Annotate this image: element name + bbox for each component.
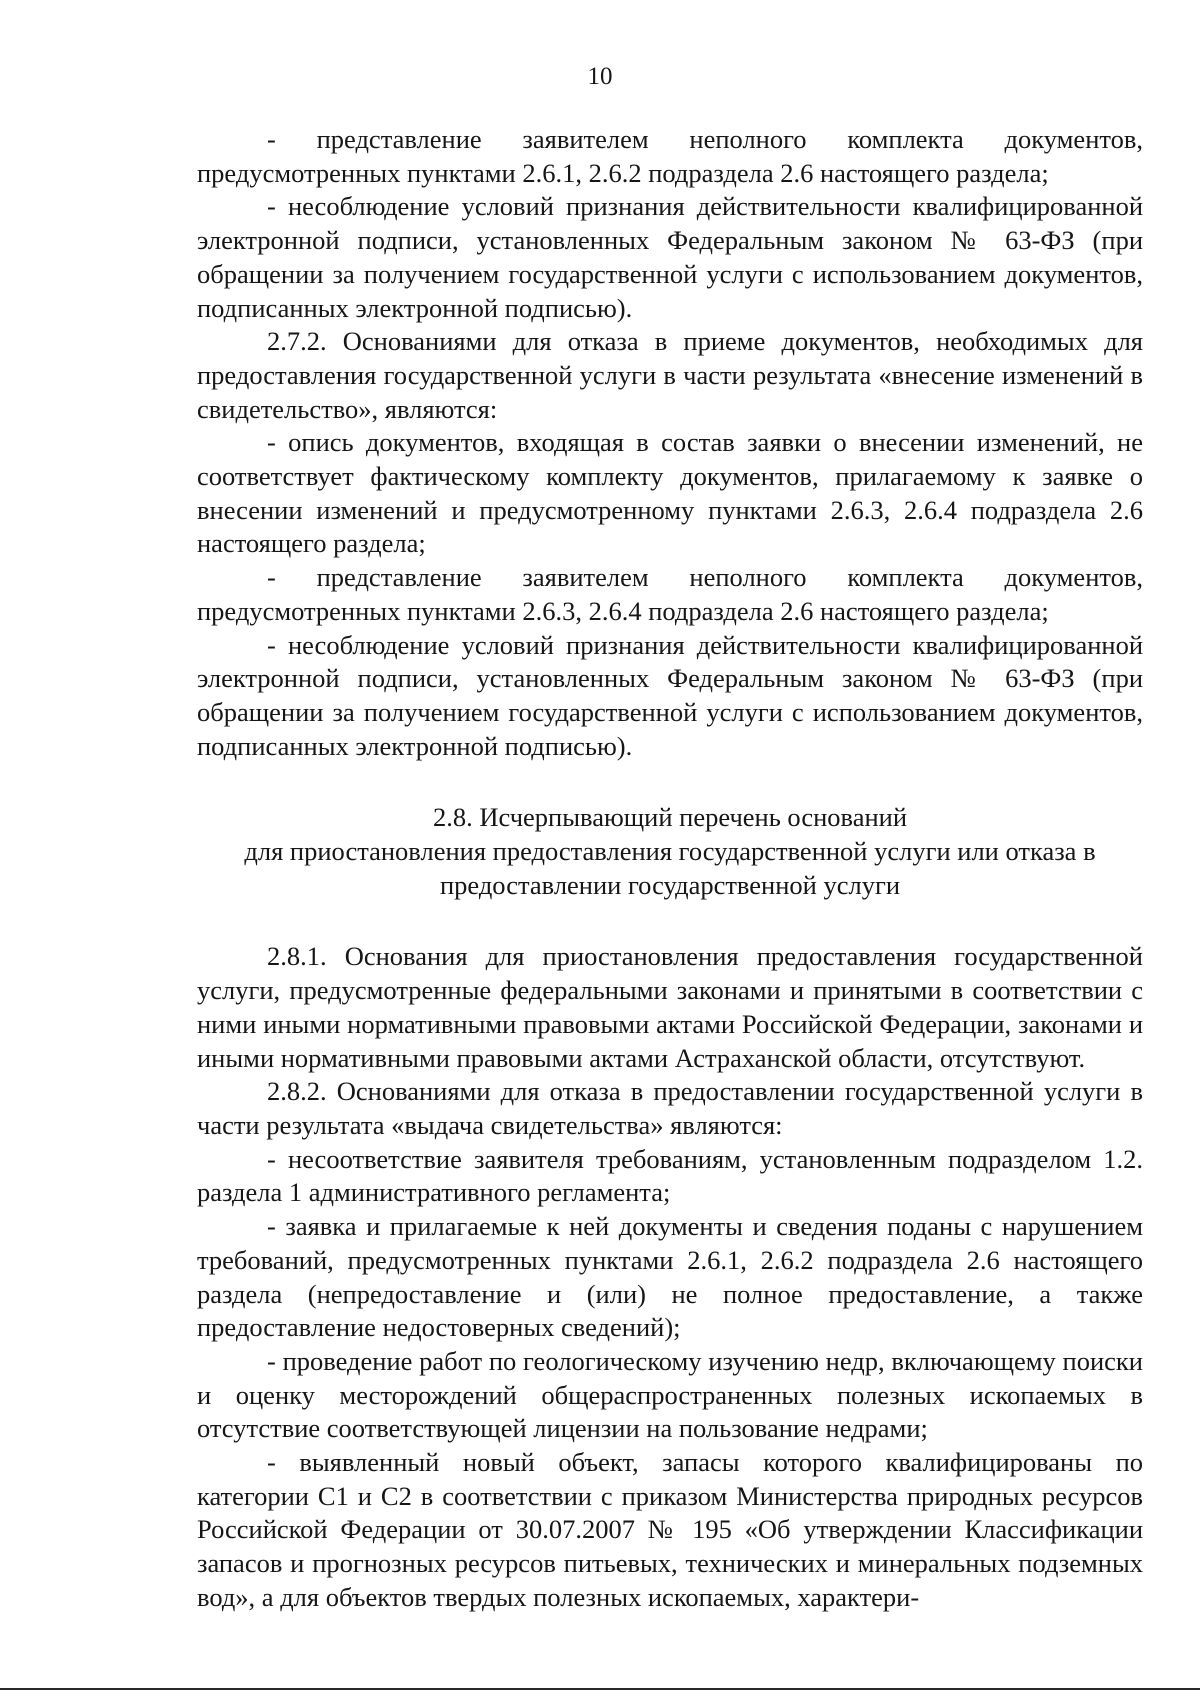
- scan-bottom-edge: [0, 1688, 1200, 1690]
- paragraph: - выявленный новый объект, запасы которого квалифицированы по категории С1 и С2 в соответствии с приказом Министерства природных ресурсов Российской Федерации от 30.07.2007 № 195 «Об утверждении Классификации запасов и прогнозных ресурсов питьевых, технических и минеральных подземных вод», а для объектов твердых полезных ископаемых, характери-: [197, 1447, 1143, 1612]
- section-heading-line: предоставлении государственной услуги: [439, 869, 900, 900]
- paragraph: - несоблюдение условий признания действительности квалифицированной электронной подписи, установленных Федеральным законом № 63-ФЗ (при обращении за получением государственной услуги с использованием документов, подписанных электронной подписью).: [197, 629, 1143, 761]
- paragraph: - представление заявителем неполного комплекта документов, предусмотренных пунктами 2.6.3, 2.6.4 подраздела 2.6 настоящего раздела;: [197, 562, 1143, 626]
- paragraph: - несоответствие заявителя требованиям, установленным подразделом 1.2. раздела 1 административного регламента;: [197, 1143, 1143, 1208]
- paragraph: 2.7.2. Основаниями для отказа в приеме документов, необходимых для предоставления государственной услуги в части результата «внесение изменений в свидетельство», являются:: [197, 326, 1143, 424]
- paragraph: - представление заявителем неполного комплекта документов, предусмотренных пунктами 2.6.1, 2.6.2 подраздела 2.6 настоящего раздела;: [197, 124, 1143, 188]
- page-number: 10: [587, 63, 613, 90]
- paragraph: 2.8.2. Основаниями для отказа в предоставлении государственной услуги в части результата «выдача свидетельства» являются:: [197, 1076, 1143, 1140]
- paragraph: - опись документов, входящая в состав заявки о внесении изменений, не соответствует фактическому комплекту документов, прилагаемому к заявке о внесении изменений и предусмотренному пунктами 2.6.3, 2.6.4 подраздела 2.6 настоящего раздела;: [197, 427, 1143, 559]
- section-heading-line: 2.8. Исчерпывающий перечень оснований: [432, 802, 908, 833]
- paragraph: - проведение работ по геологическому изучению недр, включающему поиски и оценку месторождений общераспространенных полезных ископаемых в отсутствие соответствующей лицензии на пользование недрами;: [197, 1345, 1143, 1444]
- paragraph: 2.8.1. Основания для приостановления предоставления государственной услуги, предусмотренные федеральными законами и принятыми в соответствии с ними иными нормативными правовыми актами Российской Федерации, законами и иными нормативными правовыми актами Астраханской области, отсутствуют.: [197, 941, 1143, 1073]
- section-heading-line: для приостановления предоставления государственной услуги или отказа в: [244, 836, 1096, 867]
- paragraph: - заявка и прилагаемые к ней документы и сведения поданы с нарушением требований, предусмотренных пунктами 2.6.1, 2.6.2 подраздела 2.6 настоящего раздела (непредоставление и (или) не полное предоставление, а также предоставление недостоверных сведений);: [197, 1211, 1143, 1343]
- document-body: [197, 123, 1143, 1615]
- paragraph: - несоблюдение условий признания действительности квалифицированной электронной подписи, установленных Федеральным законом № 63-ФЗ (при обращении за получением государственной услуги с использованием документов, подписанных электронной подписью).: [197, 191, 1143, 323]
- section-heading: [197, 801, 1143, 902]
